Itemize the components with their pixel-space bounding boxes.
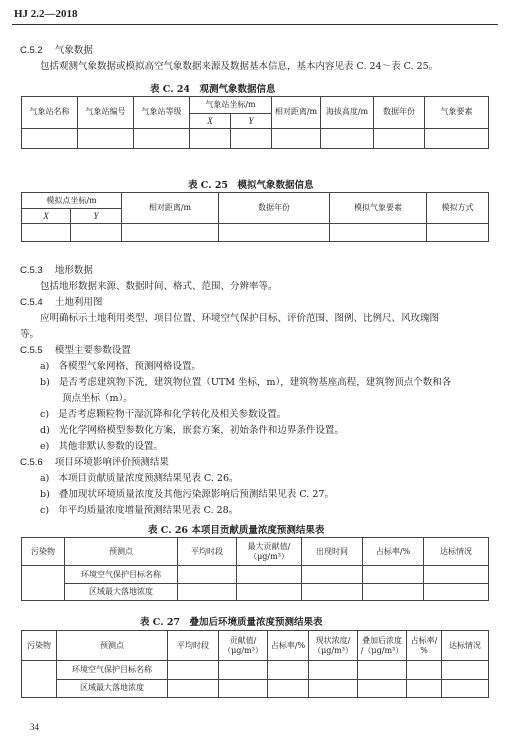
th-avg-period: 平均时段 <box>168 631 219 661</box>
row-label: 环境空气保护目标名称 <box>57 661 168 679</box>
section-title: 地形数据 <box>54 265 93 276</box>
th-pollutant: 污染物 <box>22 631 57 661</box>
table-row <box>22 583 489 600</box>
th-station-coord: 气象站坐标/m <box>190 97 272 114</box>
table-c25 <box>21 192 489 242</box>
th-combined: 叠加后浓度 /（μg/m³） <box>358 631 407 661</box>
th-status: 达标情况 <box>424 538 489 566</box>
table-c24 <box>21 96 489 149</box>
th-point: 预测点 <box>65 538 178 566</box>
table-row <box>22 128 489 148</box>
table-c26-caption: 表 C. 26 本项目贡献质量浓度预测结果表 <box>148 525 325 536</box>
th-point: 预测点 <box>57 631 168 661</box>
list-item: e) 其他非默认参数的设置。 <box>40 441 163 452</box>
th-elements: 气象要素 <box>425 97 489 129</box>
section-c53-text: 包括地形数据来源、数据时间、格式、范围、分辨率等。 <box>40 281 278 292</box>
section-number: C.5.4 <box>20 297 43 308</box>
row-label: 环境空气保护目标名称 <box>65 566 178 583</box>
section-number: C.5.6 <box>20 457 43 468</box>
section-c54-heading <box>20 296 102 309</box>
section-c55-heading <box>20 344 131 357</box>
th-sim-elements: 模拟气象要素 <box>330 193 427 224</box>
section-c54-text-cont: 等。 <box>20 329 40 340</box>
th-sim-coord: 模拟点坐标/m <box>22 193 122 209</box>
th-current: 现状浓度/ （μg/m³） <box>309 631 358 661</box>
section-c54-text: 应明确标示土地利用类型、项目位置、环境空气保护目标、评价范围、图例、比例尺、风玫瑰图 <box>40 313 440 324</box>
list-item: d) 光化学网格模型参数化方案，嵌套方案，初始条件和边界条件设置。 <box>40 425 344 436</box>
row-label: 区域最大落地浓度 <box>65 583 178 600</box>
th-contrib: 贡献值/ （μg/m³） <box>219 631 268 661</box>
list-item-cont: 顶点坐标（m）。 <box>62 393 133 404</box>
th-distance: 相对距离/m <box>122 193 219 224</box>
section-c52-heading <box>20 44 93 57</box>
section-number: C.5.5 <box>20 345 43 356</box>
list-item: c) 年平均质量浓度增量预测结果见表 C. 28。 <box>40 505 239 516</box>
th-max-contrib: 最大贡献值/ （μg/m³） <box>237 538 302 566</box>
th-station-id: 气象站编号 <box>78 97 134 129</box>
th-distance: 相对距离/m <box>272 97 321 129</box>
list-item: a) 各模型气象网格、预测网格设置。 <box>40 361 201 372</box>
list-item: b) 叠加现状环境质量浓度及其他污染源影响后预测结果见表 C. 27。 <box>40 489 334 500</box>
th-ratio-combined: 占标率/ % <box>407 631 442 661</box>
th-station-name: 气象站名称 <box>22 97 78 129</box>
section-c52-text: 包括观测气象数据或模拟高空气象数据来源及数据基本信息，基本内容见表 C. 24～表 C. 25。 <box>40 61 439 72</box>
th-ratio: 占标率/% <box>363 538 424 566</box>
th-x: X <box>22 209 71 223</box>
table-row <box>22 679 489 697</box>
header-rule <box>12 24 498 25</box>
section-title: 项目环境影响评价预测结果 <box>54 457 169 468</box>
table-row <box>22 566 489 583</box>
list-item: b) 是否考虑建筑物下洗，建筑物位置（UTM 坐标，m），建筑物基座高程，建筑物顶点个数和各 <box>40 377 452 388</box>
th-year: 数据年份 <box>219 193 330 224</box>
page-number: 34 <box>30 722 39 732</box>
table-c27 <box>21 630 489 698</box>
list-item: a) 本项目贡献质量浓度预测结果见表 C. 26。 <box>40 473 239 484</box>
table-row <box>22 223 489 241</box>
table-c24-caption: 表 C. 24 观测气象数据信息 <box>150 84 276 95</box>
section-title: 气象数据 <box>54 45 93 56</box>
standard-header: HJ 2.2—2018 <box>14 8 78 20</box>
section-c56-heading <box>20 456 169 469</box>
list-item: c) 是否考虑颗粒物干湿沉降和化学转化及相关参数设置。 <box>40 409 287 420</box>
table-c25-caption: 表 C. 25 模拟气象数据信息 <box>188 180 314 191</box>
th-y: Y <box>231 114 272 128</box>
row-label: 区域最大落地浓度 <box>57 679 168 697</box>
th-x: X <box>190 114 231 128</box>
th-time: 出现时间 <box>302 538 363 566</box>
section-title: 模型主要参数设置 <box>54 345 131 356</box>
th-y: Y <box>71 209 122 223</box>
th-station-level: 气象站等级 <box>134 97 190 129</box>
section-title: 土地利用图 <box>54 297 103 308</box>
table-c27-caption: 表 C. 27 叠加后环境质量浓度预测结果表 <box>140 617 323 628</box>
th-year: 数据年份 <box>374 97 425 129</box>
table-c26 <box>21 537 489 601</box>
section-number: C.5.2 <box>20 45 43 56</box>
section-c53-heading <box>20 264 93 277</box>
th-compliance: 达标情况 <box>442 631 489 661</box>
th-altitude: 海拔高度/m <box>321 97 374 129</box>
section-number: C.5.3 <box>20 265 43 276</box>
th-sim-method: 模拟方式 <box>427 193 489 224</box>
th-pollutant: 污染物 <box>22 538 65 566</box>
th-avg-period: 平均时段 <box>178 538 237 566</box>
table-row <box>22 661 489 679</box>
th-ratio: 占标率/% <box>268 631 309 661</box>
